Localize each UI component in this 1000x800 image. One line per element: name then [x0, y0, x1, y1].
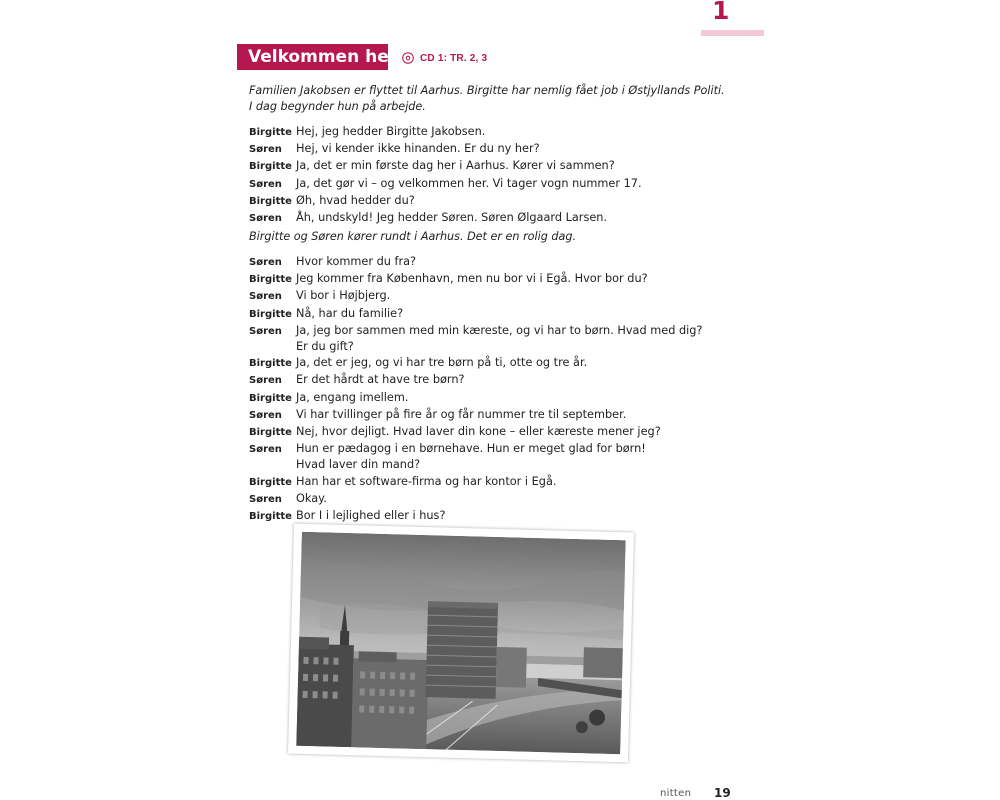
photo-frame: [288, 524, 634, 763]
dialogue-line: [249, 323, 709, 355]
speaker-name: Søren: [249, 493, 282, 505]
dialogue-line: [249, 193, 709, 210]
dialogue-text: Vi bor i Højbjerg.: [296, 289, 391, 303]
chapter-bar: [701, 30, 764, 36]
speaker-name: Søren: [249, 144, 282, 156]
dialogue-text: Han har et software-firma og har kontor i Egå.: [296, 474, 557, 488]
dialogue-text: Ja, det er min første dag her i Aarhus. Kører vi sammen?: [296, 159, 615, 173]
page-number: 19: [714, 786, 731, 800]
speaker-name: Søren: [249, 325, 282, 337]
cd-icon: [402, 52, 414, 64]
dialogue-text: Jeg kommer fra København, men nu bor vi i Egå. Hvor bor du?: [296, 272, 648, 286]
dialogue-text: Hvor kommer du fra?: [296, 255, 417, 268]
dialogue-line: [249, 306, 709, 323]
dialogue-text: Hej, jeg hedder Birgitte Jakobsen.: [296, 125, 486, 138]
speaker-name: Søren: [249, 444, 282, 456]
speaker-name: Søren: [249, 257, 282, 268]
dialogue-part-1: [249, 124, 709, 227]
dialogue-line: [249, 141, 709, 158]
dialogue-line: [249, 124, 709, 141]
dialogue-text: Ja, engang imellem.: [296, 390, 409, 404]
dialogue-line: [249, 271, 709, 288]
intro-line: Familien Jakobsen er flyttet til Aarhus. Birgitte har nemlig fået job i Østjyllands Politi.: [249, 84, 725, 97]
dialogue-line: [249, 372, 709, 389]
dialogue-line: [249, 158, 709, 175]
dialogue-line: [249, 355, 709, 372]
speaker-name: Birgitte: [249, 127, 292, 138]
dialogue-line: [249, 424, 709, 441]
dialogue-text: Nå, har du familie?: [296, 306, 404, 320]
speaker-name: Søren: [249, 178, 282, 190]
cd-track-label: CD 1: TR. 2, 3: [420, 52, 488, 64]
dialogue-line: [249, 390, 709, 407]
dialogue-text: Er det hårdt at have tre børn?: [296, 373, 465, 387]
intro-paragraph-2: Birgitte og Søren kører rundt i Aarhus. Det er en rolig dag.: [249, 230, 577, 243]
speaker-name: Birgitte: [249, 308, 292, 320]
intro-line: I dag begynder hun på arbejde.: [249, 100, 426, 113]
dialogue-line: [249, 407, 709, 424]
speaker-name: Søren: [249, 291, 282, 303]
dialogue-line: [249, 508, 709, 525]
speaker-name: Søren: [249, 409, 282, 421]
dialogue-line: [249, 254, 709, 271]
dialogue-text: Hej, vi kender ikke hinanden. Er du ny her?: [296, 142, 540, 156]
intro-paragraph-1: [249, 83, 725, 115]
dialogue-text: Ja, det gør vi – og velkommen her. Vi tager vogn nummer 17.: [296, 176, 642, 190]
speaker-name: Søren: [249, 213, 282, 225]
dialogue-text: Bor I i lejlighed eller i hus?: [296, 509, 446, 523]
dialogue-line: [249, 441, 709, 473]
dialogue-text: Ja, jeg bor sammen med min kæreste, og vi har to børn. Hvad med dig? Er du gift?: [296, 323, 703, 354]
speaker-name: Birgitte: [249, 358, 292, 370]
speaker-name: Birgitte: [249, 195, 292, 207]
dialogue-line: [249, 176, 709, 193]
dialogue-text: Hun er pædagog i en børnehave. Hun er meget glad for børn! Hvad laver din mand?: [296, 442, 646, 472]
aarhus-city-photo: [296, 532, 625, 754]
cd-reference: [402, 50, 487, 66]
dialogue-text: Nej, hvor dejligt. Hvad laver din kone – eller kæreste mener jeg?: [296, 425, 661, 439]
section-title: Velkommen her: [237, 44, 388, 70]
dialogue-text: Okay.: [296, 491, 327, 505]
speaker-name: Birgitte: [249, 476, 292, 488]
speaker-name: Birgitte: [249, 427, 292, 439]
dialogue-text: Vi har tvillinger på fire år og får nummer tre til september.: [296, 407, 627, 421]
speaker-name: Søren: [249, 375, 282, 387]
dialogue-line: [249, 288, 709, 305]
page-number-word: nitten: [660, 788, 692, 799]
dialogue-text: Øh, hvad hedder du?: [296, 193, 415, 207]
speaker-name: Birgitte: [249, 274, 292, 286]
speaker-name: Birgitte: [249, 511, 292, 523]
dialogue-line: [249, 210, 709, 227]
dialogue-part-2: [249, 254, 709, 525]
chapter-number: 1: [712, 0, 730, 25]
dialogue-line: [249, 491, 709, 508]
dialogue-line: [249, 474, 709, 491]
dialogue-text: Ja, det er jeg, og vi har tre børn på ti, otte og tre år.: [296, 356, 588, 370]
speaker-name: Birgitte: [249, 392, 292, 404]
dialogue-text: Åh, undskyld! Jeg hedder Søren. Søren Ølgaard Larsen.: [296, 211, 608, 225]
speaker-name: Birgitte: [249, 161, 292, 173]
